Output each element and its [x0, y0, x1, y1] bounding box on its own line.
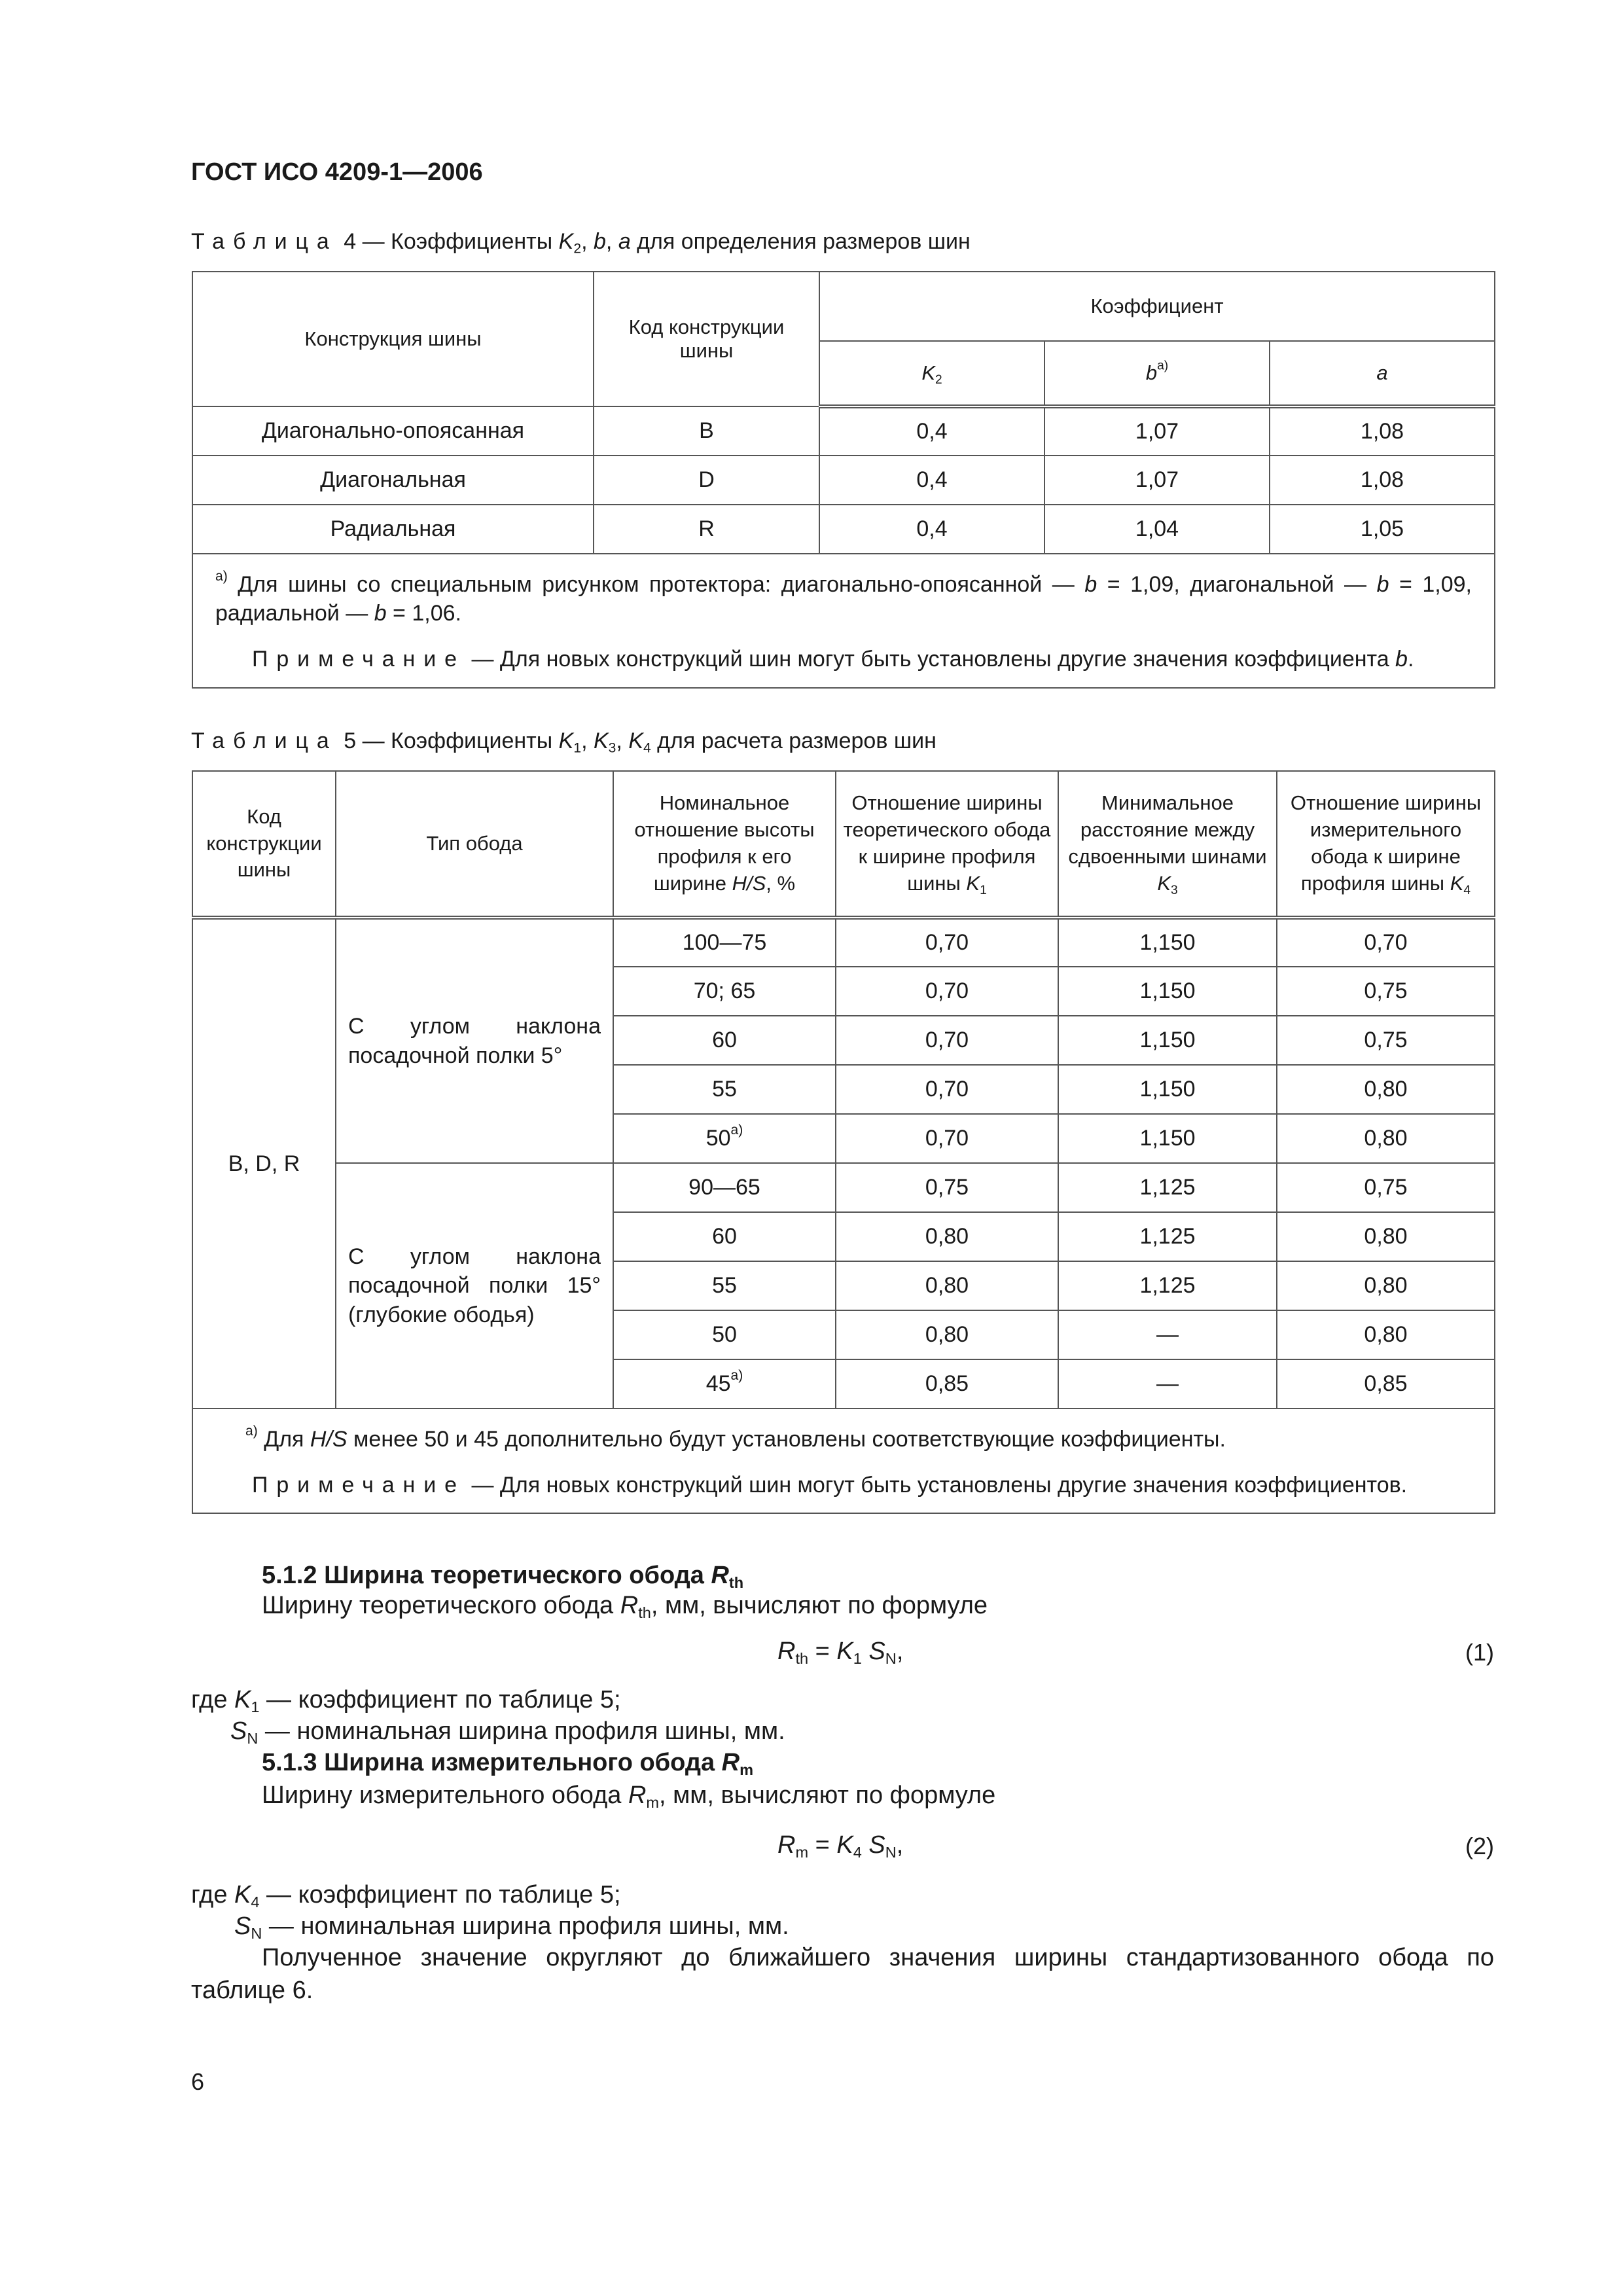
cell-hs: $45^{а)}$ [613, 1359, 836, 1408]
section-513-para-line2: таблице 6. [191, 1977, 313, 2004]
cell-k3: 1,125 [1058, 1163, 1277, 1212]
section-513-para-line1: Полученное значение округляют до ближайшего значения ширины стандартизованного обода по [262, 1944, 1494, 1971]
cell-hs: 60 [613, 1212, 836, 1261]
cell-k1: 0,70 [836, 1114, 1058, 1163]
where-sn-2: $S_N$ — номинальная ширина профиля шины, мм. [234, 1912, 789, 1943]
cell-rim-5: С углом наклона посадочной полки 5° [336, 918, 613, 1163]
table5-col-code: Код конструкции шины [192, 771, 336, 918]
cell-k1: 0,70 [836, 1065, 1058, 1114]
cell-k4: 0,75 [1277, 1016, 1495, 1065]
cell-b: 1,07 [1044, 406, 1270, 456]
cell-hs: 60 [613, 1016, 836, 1065]
table4-col-construction: Конструкция шины [192, 272, 594, 406]
table5-col-rim: Тип обода [336, 771, 613, 918]
equation-number-2: (2) [1465, 1833, 1494, 1859]
table4-caption-word: Таблица [191, 229, 338, 254]
cell-a: 1,08 [1270, 456, 1495, 505]
cell-construction: Радиальная [192, 505, 594, 554]
table5-col-k3: Минимальное расстояние между сдвоенными шинами $K_3$ [1058, 771, 1277, 918]
cell-code-value: B, D, R [192, 918, 336, 1408]
cell-k3: 1,150 [1058, 1016, 1277, 1065]
table4-footnote: $^{а)}$ Для шины со специальным рисунком протектора: диагонально-опоясанной — b = 1,09, диагональной — b = 1,09, радиальной — b = 1,06. [215, 569, 1472, 626]
cell-k4: 0,80 [1277, 1114, 1495, 1163]
section-512-heading: 5.1.2 Ширина теоретического обода $R_{th}$ [262, 1562, 744, 1592]
cell-code: R [594, 505, 819, 554]
table-row [192, 918, 1495, 967]
cell-k2: 0,4 [819, 406, 1044, 456]
cell-k4: 0,80 [1277, 1310, 1495, 1359]
cell-rim-15: С углом наклона посадочной полки 15° (глубокие ободья) [336, 1163, 613, 1408]
table4-caption-num: 4 — [344, 229, 385, 254]
cell-k4: 0,80 [1277, 1065, 1495, 1114]
table4-caption [191, 229, 971, 255]
cell-hs: 100—75 [613, 918, 836, 967]
table-row [192, 406, 1495, 456]
cell-a: 1,05 [1270, 505, 1495, 554]
cell-k1: 0,75 [836, 1163, 1058, 1212]
cell-k1: 0,70 [836, 918, 1058, 967]
cell-k1: 0,80 [836, 1212, 1058, 1261]
cell-hs: 55 [613, 1261, 836, 1310]
formula-2: $R_m = K_4$ $S_N$, [777, 1831, 904, 1861]
page-number: 6 [191, 2068, 205, 2095]
cell-k3: 1,150 [1058, 967, 1277, 1016]
table-row [192, 456, 1495, 505]
table4-col-b: $b^{а)}$ [1044, 341, 1270, 406]
section-513-heading: 5.1.3 Ширина измерительного обода $R_m$ [262, 1749, 754, 1779]
cell-b: 1,04 [1044, 505, 1270, 554]
cell-k3: — [1058, 1359, 1277, 1408]
cell-construction: Диагональная [192, 456, 594, 505]
cell-k4: 0,85 [1277, 1359, 1495, 1408]
cell-k4: 0,75 [1277, 1163, 1495, 1212]
table5-col-hs: Номинальное отношение высоты профиля к его ширине H/S, % [613, 771, 836, 918]
table4-footer [192, 554, 1495, 688]
cell-k4: 0,75 [1277, 967, 1495, 1016]
table4-col-a: a [1270, 341, 1495, 406]
table5-footnote: $^{а)}$ Для H/S менее 50 и 45 дополнительно будут установлены соответствующие коэффициенты. [245, 1424, 1226, 1452]
where-k4: где $K_4$ — коэффициент по таблице 5; [191, 1881, 621, 1911]
table5-caption-text: Коэффициенты $K_1$, $K_3$, $K_4$ для расчета размеров шин [391, 728, 936, 756]
table4-note: Примечание — Для новых конструкций шин могут быть установлены другие значения коэффициента b. [252, 647, 1414, 672]
cell-k1: 0,70 [836, 967, 1058, 1016]
cell-k4: 0,70 [1277, 918, 1495, 967]
where-k1: где $K_1$ — коэффициент по таблице 5; [191, 1686, 621, 1716]
cell-k3: 1,125 [1058, 1261, 1277, 1310]
cell-k3: 1,125 [1058, 1212, 1277, 1261]
cell-k1: 0,80 [836, 1310, 1058, 1359]
cell-k2: 0,4 [819, 456, 1044, 505]
where-sn-1: $S_N$ — номинальная ширина профиля шины, мм. [230, 1717, 785, 1748]
cell-k3: — [1058, 1310, 1277, 1359]
table4 [192, 271, 1495, 689]
section-512-text: Ширину теоретического обода $R_{th}$, мм, вычисляют по формуле [262, 1592, 988, 1622]
table4-caption-text: Коэффициенты $K_2$, b, a для определения размеров шин [391, 229, 971, 257]
cell-code: D [594, 456, 819, 505]
table5-caption-num: 5 — [344, 728, 385, 753]
cell-k1: 0,85 [836, 1359, 1058, 1408]
table5-note: Примечание — Для новых конструкций шин могут быть установлены другие значения коэффициентов. [252, 1473, 1408, 1498]
cell-b: 1,07 [1044, 456, 1270, 505]
cell-hs: 70; 65 [613, 967, 836, 1016]
cell-hs: $50^{а)}$ [613, 1114, 836, 1163]
formula-1: $R_{th} = K_1$ $S_N$, [777, 1638, 904, 1668]
table5-caption-word: Таблица [191, 728, 338, 753]
table5 [192, 770, 1495, 1514]
table-row [192, 505, 1495, 554]
table5-footer [192, 1408, 1495, 1513]
table4-col-code: Код конструкции шины [594, 272, 819, 406]
cell-k3: 1,150 [1058, 918, 1277, 967]
table4-col-k2: $K_2$ [819, 341, 1044, 406]
table5-caption [191, 728, 936, 754]
section-513-text: Ширину измерительного обода $R_m$, мм, вычисляют по формуле [262, 1782, 996, 1812]
equation-number-1: (1) [1465, 1639, 1494, 1666]
cell-hs: 90—65 [613, 1163, 836, 1212]
table5-col-k4: Отношение ширины измерительного обода к ширине профиля шины $K_4$ [1277, 771, 1495, 918]
cell-k4: 0,80 [1277, 1212, 1495, 1261]
cell-k3: 1,150 [1058, 1114, 1277, 1163]
table4-col-coef: Коэффициент [819, 272, 1495, 341]
table5-col-k1: Отношение ширины теоретического обода к ширине профиля шины $K_1$ [836, 771, 1058, 918]
table-row [192, 1163, 1495, 1212]
cell-k1: 0,70 [836, 1016, 1058, 1065]
cell-k2: 0,4 [819, 505, 1044, 554]
cell-hs: 55 [613, 1065, 836, 1114]
cell-construction: Диагонально-опоясанная [192, 406, 594, 456]
document-header: ГОСТ ИСО 4209-1—2006 [191, 158, 483, 186]
cell-code: B [594, 406, 819, 456]
cell-a: 1,08 [1270, 406, 1495, 456]
cell-k3: 1,150 [1058, 1065, 1277, 1114]
cell-k4: 0,80 [1277, 1261, 1495, 1310]
cell-hs: 50 [613, 1310, 836, 1359]
cell-k1: 0,80 [836, 1261, 1058, 1310]
